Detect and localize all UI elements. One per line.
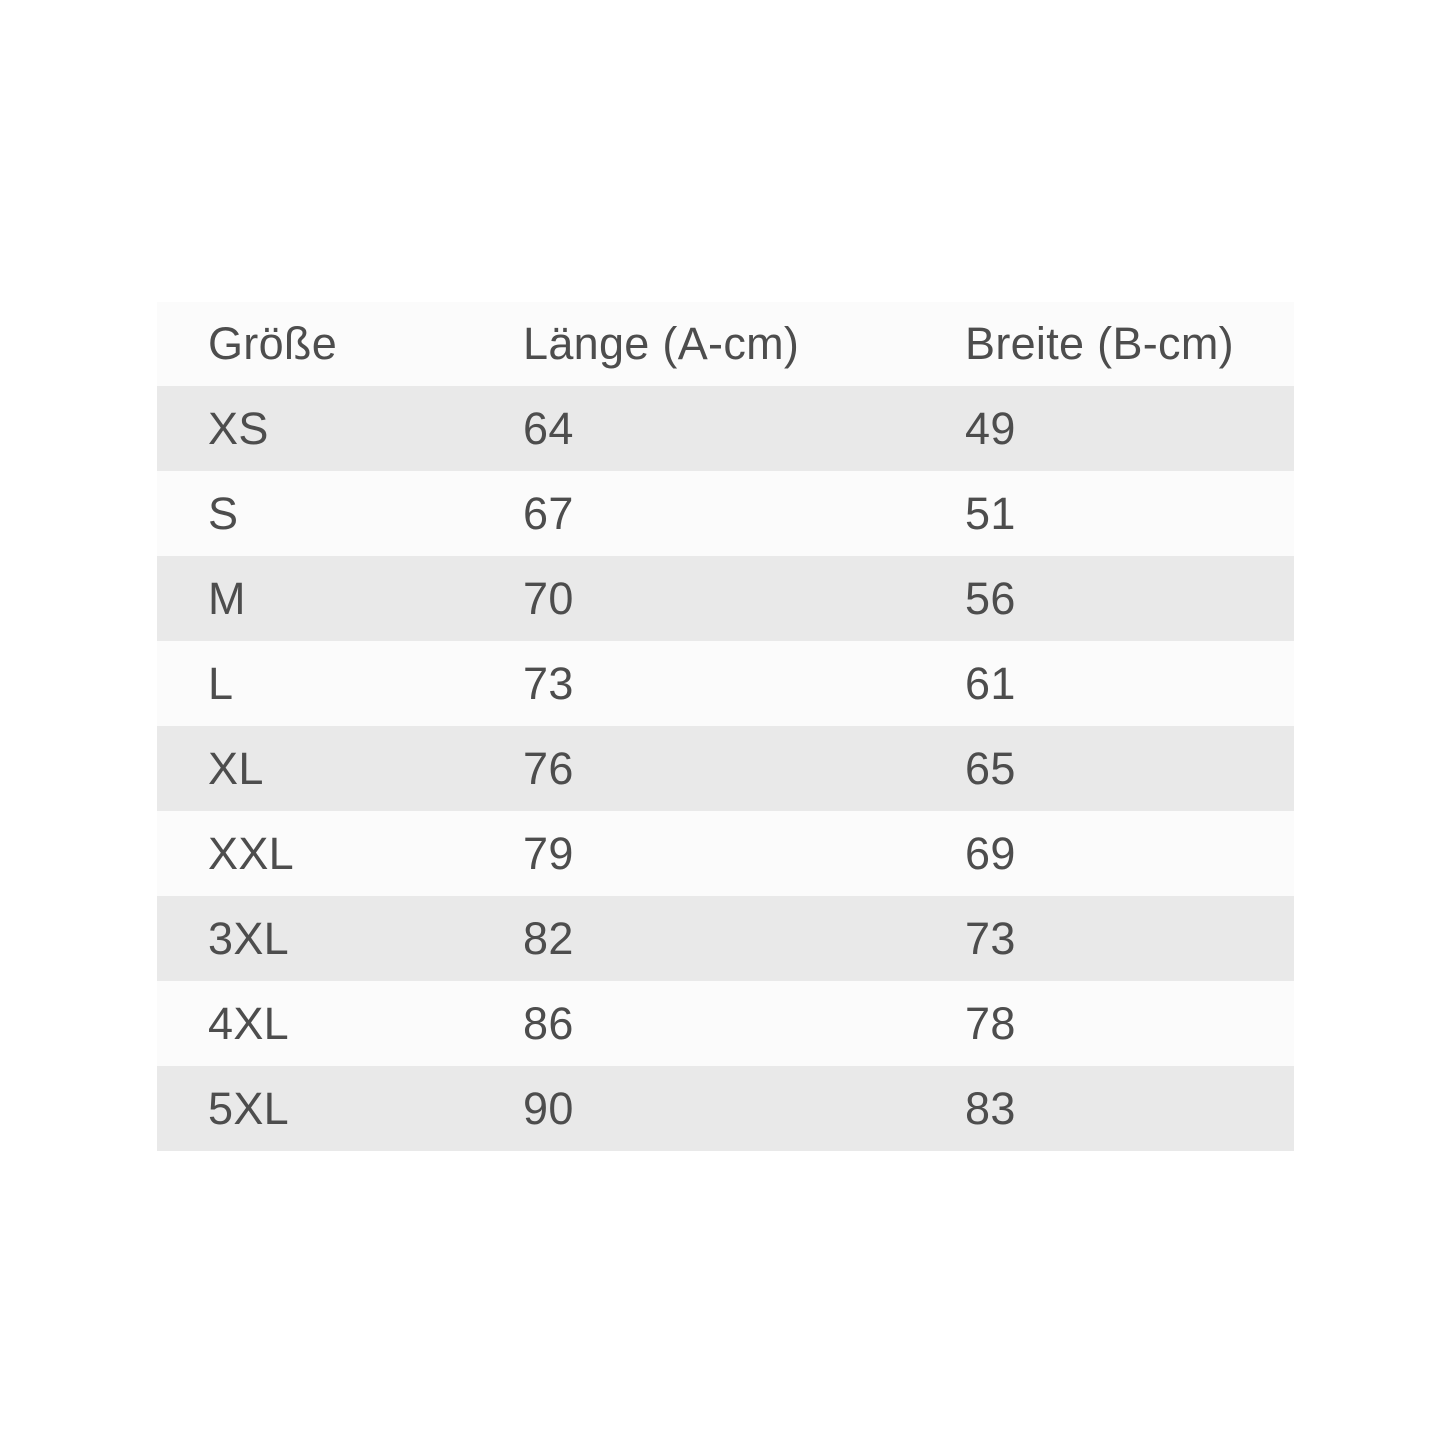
cell-width: 73 <box>965 912 1016 964</box>
cell-length: 86 <box>523 997 574 1049</box>
cell-length: 64 <box>523 402 574 454</box>
cell-length: 67 <box>523 487 574 539</box>
cell-size: XXL <box>208 827 294 879</box>
table-row-3xl <box>157 896 1294 981</box>
table-header-row <box>157 302 1294 386</box>
cell-width: 83 <box>965 1082 1016 1134</box>
cell-size: 5XL <box>208 1082 289 1134</box>
cell-width: 49 <box>965 402 1016 454</box>
cell-width: 51 <box>965 487 1016 539</box>
column-header-size: Größe <box>208 318 338 369</box>
table-row-s <box>157 471 1294 556</box>
column-header-width: Breite (B-cm) <box>965 318 1234 369</box>
cell-width: 78 <box>965 997 1016 1049</box>
cell-length: 70 <box>523 572 574 624</box>
cell-size: L <box>208 657 234 709</box>
table-row-4xl <box>157 981 1294 1066</box>
cell-size: XS <box>208 402 269 454</box>
cell-length: 90 <box>523 1082 574 1134</box>
cell-width: 56 <box>965 572 1016 624</box>
cell-length: 79 <box>523 827 574 879</box>
column-header-length: Länge (A-cm) <box>523 318 800 369</box>
cell-width: 69 <box>965 827 1016 879</box>
size-table <box>157 302 1294 1151</box>
cell-size: M <box>208 572 246 624</box>
cell-size: S <box>208 487 239 539</box>
cell-size: 3XL <box>208 912 289 964</box>
cell-size: XL <box>208 742 264 794</box>
cell-length: 73 <box>523 657 574 709</box>
table-row-xl <box>157 726 1294 811</box>
cell-length: 76 <box>523 742 574 794</box>
cell-size: 4XL <box>208 997 289 1049</box>
table-row-5xl <box>157 1066 1294 1151</box>
cell-length: 82 <box>523 912 574 964</box>
table-row-xs <box>157 386 1294 471</box>
table-row-m <box>157 556 1294 641</box>
cell-width: 65 <box>965 742 1016 794</box>
table-row-l <box>157 641 1294 726</box>
cell-width: 61 <box>965 657 1016 709</box>
table-row-xxl <box>157 811 1294 896</box>
